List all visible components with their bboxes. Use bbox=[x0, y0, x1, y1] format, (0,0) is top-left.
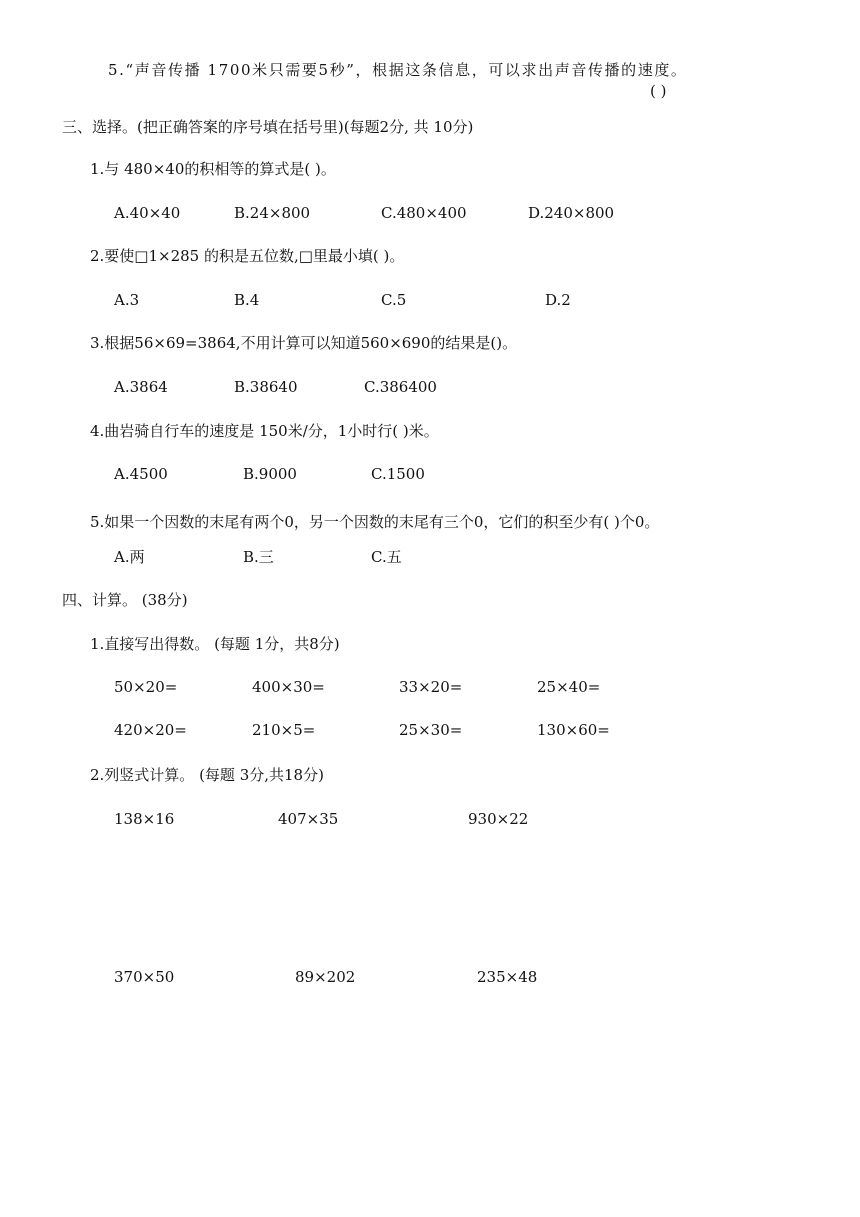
vertical-calc-item: 89×202 bbox=[295, 968, 356, 986]
choice-question-3: 3.根据56×69=3864,不用计算可以知道560×690的结果是()。 bbox=[90, 334, 518, 352]
q3-option-b: B.38640 bbox=[234, 378, 298, 396]
choice-question-2: 2.要使□1×285 的积是五位数,□里最小填( )。 bbox=[90, 247, 405, 265]
choice-question-4: 4.曲岩骑自行车的速度是 150米/分，1小时行( )米。 bbox=[90, 422, 439, 440]
q2-option-b: B.4 bbox=[234, 291, 260, 309]
vertical-calc-item: 235×48 bbox=[477, 968, 538, 986]
mental-math-title: 1.直接写出得数。 (每题 1分，共8分) bbox=[90, 635, 340, 653]
answer-parenthesis: ( ) bbox=[650, 82, 667, 100]
q1-option-d: D.240×800 bbox=[528, 204, 615, 222]
q1-option-c: C.480×400 bbox=[381, 204, 467, 222]
judge-question-5: 5.“声音传播 1700米只需要5秒”，根据这条信息，可以求出声音传播的速度。 bbox=[108, 61, 688, 79]
q2-option-d: D.2 bbox=[545, 291, 571, 309]
mental-math-item: 210×5= bbox=[252, 721, 316, 739]
mental-math-item: 50×20= bbox=[114, 678, 178, 696]
vertical-calc-item: 370×50 bbox=[114, 968, 175, 986]
vertical-calc-item: 138×16 bbox=[114, 810, 175, 828]
q5-option-c: C.五 bbox=[371, 548, 402, 566]
vertical-calc-item: 930×22 bbox=[468, 810, 529, 828]
mental-math-item: 420×20= bbox=[114, 721, 187, 739]
section-3-heading: 三、选择。(把正确答案的序号填在括号里)(每题2分, 共 10分) bbox=[62, 118, 474, 136]
vertical-calc-title: 2.列竖式计算。 (每题 3分,共18分) bbox=[90, 766, 324, 784]
q2-option-c: C.5 bbox=[381, 291, 407, 309]
q4-option-b: B.9000 bbox=[243, 465, 297, 483]
q4-option-a: A.4500 bbox=[114, 465, 168, 483]
q3-option-c: C.386400 bbox=[364, 378, 437, 396]
mental-math-item: 33×20= bbox=[399, 678, 463, 696]
q5-option-b: B.三 bbox=[243, 548, 274, 566]
mental-math-item: 130×60= bbox=[537, 721, 610, 739]
vertical-calc-item: 407×35 bbox=[278, 810, 339, 828]
choice-question-1: 1.与 480×40的积相等的算式是( )。 bbox=[90, 160, 336, 178]
q1-option-a: A.40×40 bbox=[114, 204, 181, 222]
mental-math-item: 400×30= bbox=[252, 678, 325, 696]
section-4-heading: 四、计算。 (38分) bbox=[62, 591, 188, 609]
q4-option-c: C.1500 bbox=[371, 465, 425, 483]
q3-option-a: A.3864 bbox=[114, 378, 168, 396]
q1-option-b: B.24×800 bbox=[234, 204, 311, 222]
q5-option-a: A.两 bbox=[114, 548, 145, 566]
mental-math-item: 25×40= bbox=[537, 678, 601, 696]
choice-question-5: 5.如果一个因数的末尾有两个0，另一个因数的末尾有三个0，它们的积至少有( )个0。 bbox=[90, 513, 660, 531]
mental-math-item: 25×30= bbox=[399, 721, 463, 739]
q2-option-a: A.3 bbox=[114, 291, 140, 309]
